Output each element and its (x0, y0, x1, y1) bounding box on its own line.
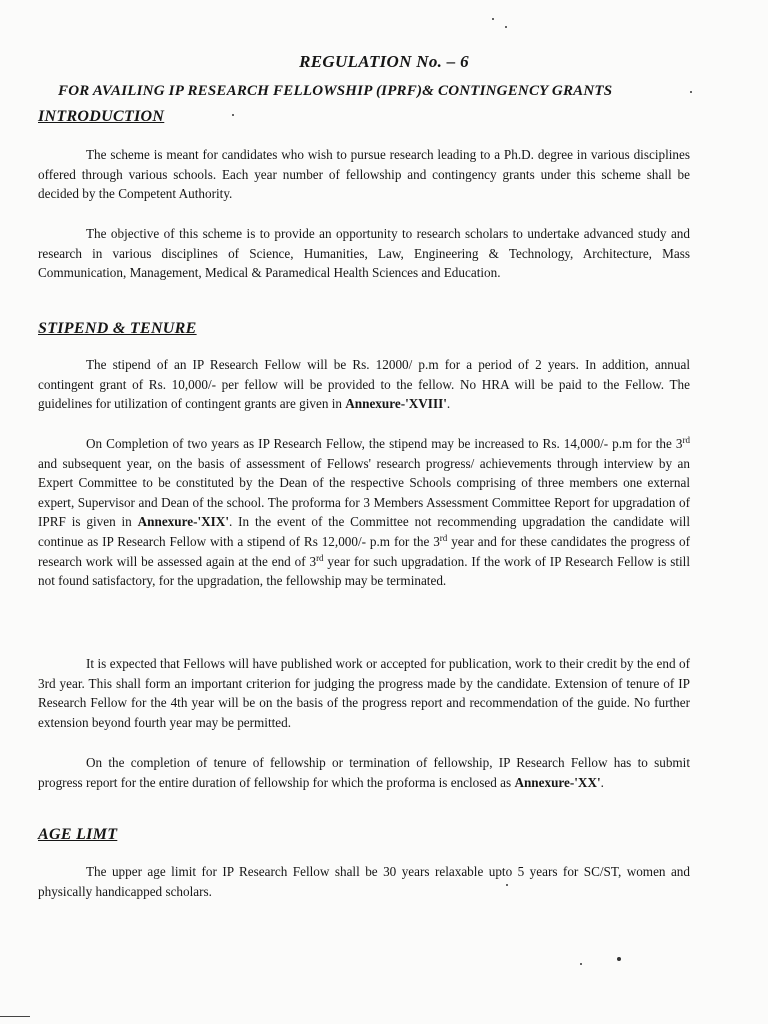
scan-speck (492, 18, 494, 20)
stipend-heading: STIPEND & TENURE (38, 320, 197, 337)
introduction-heading: INTRODUCTION (38, 108, 165, 125)
annexure-xx-reference: Annexure-'XX' (514, 774, 601, 790)
annexure-xix-reference: Annexure-'XIX' (137, 514, 229, 530)
scan-speck (505, 26, 507, 28)
page-subtitle: FOR AVAILING IP RESEARCH FELLOWSHIP (IPRF)& CONTINGENCY GRANTS (58, 83, 613, 99)
scan-speck (617, 957, 621, 961)
age-limit-paragraph: The upper age limit for IP Research Fellow shall be 30 years relaxable upto 5 years for SC/ST, women and physically handicapped scholars. (38, 864, 690, 899)
annexure-xviii-reference: Annexure-'XVIII' (345, 396, 447, 412)
stipend-paragraph-4: On the completion of tenure of fellowship or termination of fellowship, IP Research Fellow has to submit progress report for the entire duration of fellowship for which the proforma is enclosed as Annexure-'XX'. (38, 755, 690, 790)
scan-speck (690, 91, 692, 93)
scan-edge-mark (0, 1016, 30, 1017)
introduction-paragraph-1: The scheme is meant for candidates who wish to pursue research leading to a Ph.D. degree in various disciplines offered through various schools. Each year number of fellowship and contingency grants under this scheme shall be decided by the Competent Authority. (38, 147, 690, 202)
stipend-paragraph-3: It is expected that Fellows will have published work or accepted for publication, work to their credit by the end of 3rd year. This shall form an important criterion for judging the progress made by the candidate. Extension of tenure of IP Research Fellow for the 4th year will be on the basis of the progress report and recommendation of the guide. No further extension beyond fourth year may be permitted. (38, 656, 690, 730)
scan-speck (580, 963, 582, 965)
stipend-paragraph-1: The stipend of an IP Research Fellow will be Rs. 12000/ p.m for a period of 2 years. In addition, annual contingent grant of Rs. 10,000/- per fellow will be provided to the fellow. No HRA will be paid to the Fellow. The guidelines for utilization of contingent grants are given in Annexure-'XVIII'. (38, 357, 690, 412)
page-title: REGULATION No. – 6 (299, 52, 469, 71)
stipend-paragraph-2: On Completion of two years as IP Research Fellow, the stipend may be increased to Rs. 14,000/- p.m for the 3rd and subsequent year, on the basis of assessment of Fellows' research progress/ achievements through interview by an Expert Committee to be constituted by the Dean of the respective Schools comprising of three members one external expert, Supervisor and Dean of the school. The proforma for 3 Members Assessment Committee Report for upgradation of IPRF is given in Annexure-'XIX'. In the event of the Committee not recommending upgradation the candidate will continue as IP Research Fellow with a stipend of Rs 12,000/- p.m for the 3rd year and for these candidates the progress of research work will be assessed again at the end of 3rd year for such upgradation. If the work of IP Research Fellow is still not found satisfactory, for the upgradation, the fellowship may be terminated. (38, 435, 690, 589)
introduction-paragraph-2: The objective of this scheme is to provide an opportunity to research scholars to undertake advanced study and research in various disciplines of Science, Humanities, Law, Engineering & Technology, Architecture, Mass Communication, Management, Medical & Paramedical Health Sciences and Education. (38, 226, 690, 281)
age-limit-heading: AGE LIMT (38, 826, 118, 843)
scan-speck (232, 114, 234, 116)
scan-speck (506, 884, 508, 886)
